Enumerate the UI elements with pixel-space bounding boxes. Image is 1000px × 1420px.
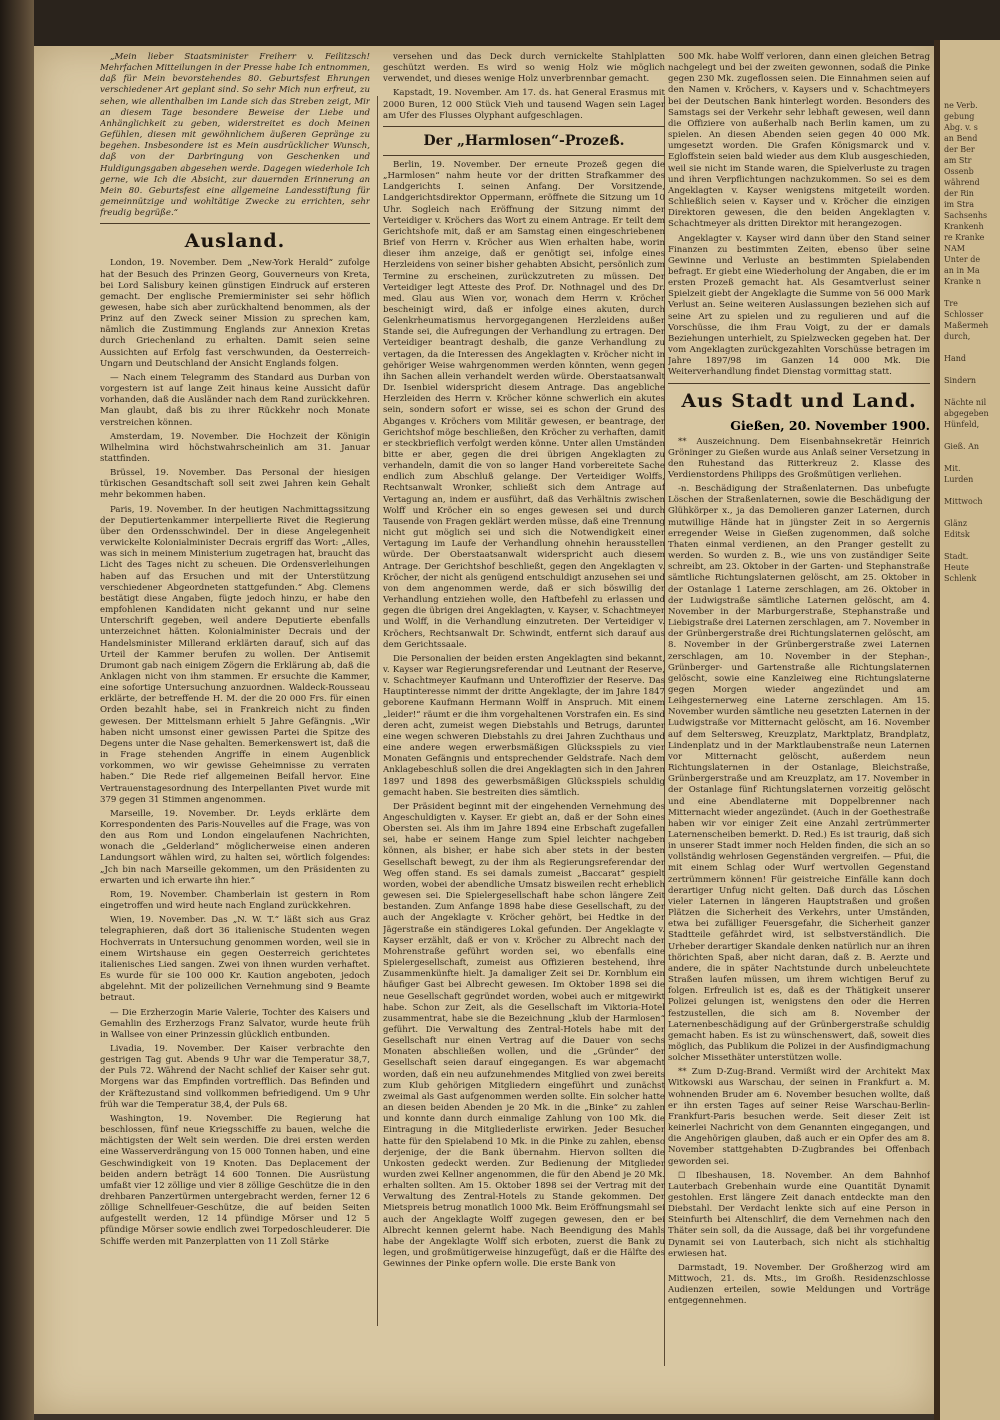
ausland-articles [100, 258, 370, 1247]
adjacent-page-edge [934, 40, 1000, 1420]
article-paragraph: Die Personalien der beiden ersten Angeklagten sind bekannt, v. Kayser war Regierungsreferendar und Leutnant der Reserve, v. Schachtmeyer Kaufmann und Unteroffizier der Reserve. Das Hauptinteresse nimmt der dritte Angeklagte, der im Jahre 1847 geborene Kaufmann Hermann Wolff in Anspruch. Mit einem „leider!“ räumt er die ihm vorgehaltenen Vorstrafen ein. Es sind deren acht, zumeist wegen Diebstahls und Betrugs, darunter eine wegen schweren Diebstahls zu drei Jahren Zuchthaus und eine andere wegen erwerbsmäßigen Glücksspiels zu vier Monaten Gefängnis und entsprechender Geldstrafe. Nach dem Anklagebeschluß sollen die drei Angeklagten sich in den Jahren 1897 und 1898 des gewerbsmäßigen Glücksspiels schuldig gemacht haben. Sie bestreiten dies sämtlich. [383, 653, 665, 798]
section-title-ausland: Ausland. [184, 230, 286, 253]
column-rule-1 [377, 96, 378, 1326]
article-paragraph: Paris, 19. November. In der heutigen Nachmittagssitzung der Deputiertenkammer interpellierte Rivet die Regierung über den Ordensschwindel. Der in diese Angelegenheit verwickelte Kolonialminister Decrais ergriff das Wort: „Alles, was sich in meinem Ministerium zugetragen hat, braucht das Licht des Tages nicht zu scheuen. Die Ordensverleihungen haben auf das Ersuchen und mit der Unterstützung verschiedener Abgeordneten stattgefunden.“ Abg. Clemens bestätigt diese Angaben, fügte jedoch hinzu, er habe den empfohlenen Kandidaten nicht gekannt und nur seine Unterschrift gegeben, weil andere Deputierte ebenfalls unterzeichnet hätten. Kolonialminister Decrais und der Handelsminister Millerand erklärten darauf, sich auf das Urteil der Kammer berufen zu wollen. Der Antisemit Drumont gab nach einigem Zögern die Erklärung ab, daß die Anklagen nicht von ihm stammen. Er ersuchte die Kammer, eine sofortige Untersuchung anzuordnen. Waldeck-Rousseau erklärte, der betreffende H. M. der die 20 000 Frs. für einen Orden bezahlt habe, sei in Frankreich nicht zu finden gewesen. Der Mittelsmann erhielt 5 Jahre Gefängnis. „Wir haben nicht umsonst einer gewissen Partei die Spitze des Degens unter die Nase gehalten. Bemerkenswert ist, daß die in Frage stehenden Angriffe in einem Augenblick vorkommen, wo wir gewisse Geheimnisse zu verraten haben.“ Die Rede rief allgemeinen Beifall hervor. Eine Vertrauenstagesordnung des Interpellanten Pivet wurde mit 379 gegen 31 Stimmen angenommen. [100, 504, 370, 805]
article-paragraph: ☐ Ilbeshausen, 18. November. An dem Bahnhof Lauterbach Grebenhain wurde eine Quantität Dynamit gestohlen. Erst längere Zeit danach entdeckte man den Diebstahl. Der Verdacht lenkte sich auf eine Person in Steinfurth bei Altenschlirf, die dem Vernehmen nach den Thäter sein soll, da die Aussage, daß bei ihr vorgefundene Dynamit sei von Lauterbach, sich nicht als stichhaltig erwiesen hat. [668, 1170, 930, 1259]
article-paragraph: Darmstadt, 19. November. Der Großherzog wird am Mittwoch, 21. ds. Mts., im Großh. Residenzschlosse Audienzen erteilen, sowie Meldungen und Vorträge entgegennehmen. [668, 1262, 930, 1307]
article-paragraph: Amsterdam, 19. November. Die Hochzeit der Königin Wilhelmina wird höchstwahrscheinlich am 31. Januar stattfinden. [100, 431, 370, 464]
article-paragraph: ** Zum D-Zug-Brand. Vermißt wird der Architekt Max Witkowski aus Warschau, der seinen in Frankfurt a. M. wohnenden Bruder am 6. November besuchen wollte, daß er ihn ersten Tages auf seiner Reise Warschau-Berlin-Frankfurt-Paris besuchen werde. Seit dieser Zeit ist keinerlei Nachricht von dem Genannten eingegangen, und die Angehörigen glauben, daß auch er ein Opfer des am 8. November stattgehabten D-Zugbrandes bei Offenbach geworden sei. [668, 1067, 930, 1167]
scan-top-edge [0, 0, 1000, 46]
article-paragraph: Kapstadt, 19. November. Am 17. ds. hat General Erasmus mit 2000 Buren, 12 000 Stück Vieh und tausend Wagen sein Lager am Ufer des Flusses Olyphant aufgeschlagen. [383, 88, 665, 121]
article-paragraph: Berlin, 19. November. Der erneute Prozeß gegen die „Harmlosen“ nahm heute vor der dritten Strafkammer des Landgerichts I. seinen Anfang. Der Vorsitzende, Landgerichtsdirektor Oppermann, eröffnete die Sitzung um 10 Uhr. Sogleich nach Eröffnung der Sitzung nimmt der Verteidiger v. Kröchers das Wort zu einem Antrage. Er teilt dem Gerichtshofe mit, daß er am Samstag einen eingeschriebenen Brief von Herrn v. Kröcher aus Wien erhalten habe, worin dieser ihm anzeige, daß er genötigt sei, infolge eines Herzleidens von seiner bisher gehabten Absicht, persönlich zum Termine zu erscheinen, zurückzutreten zu müssen. Der Verteidiger legt Atteste des Prof. Dr. Nothnagel und des Dr. med. Glau aus Wien vor, wonach dem Herrn v. Kröcher bescheinigt wird, daß er infolge eines akuten, durch Gelenkrheumatismus hervorgegangenen Herzleidens außer Stande sei, die Aufregungen der Verhandlung zu ertragen. Der Verteidiger beantragt deshalb, die ganze Verhandlung zu vertagen, da die Interessen des Angeklagten v. Kröcher nicht in gehöriger Weise wahrgenommen werden könnten, wenn gegen ihn Sachen allein verhandelt werden würde. Oberstaatsanwalt Dr. Isenbiel widerspricht diesem Antrage. Das angebliche Herzleiden des Herrn v. Kröcher könne schwerlich ein akutes sein, sondern sofort er wisse, sei es schon der Grund des Abganges v. Kröchers vom Militär gewesen, er beantrage, der Gerichtshof möge beschließen, den Kröcher zu verhaften, damit er steckbrieflich verfolgt werden könne. Unter allen Umständen bitte er aber, gegen die drei übrigen Angeklagten zu verhandeln, damit die von so langer Hand vorbereitete Sache endlich zum Abschluß gelange. Der Verteidiger Wolffs, Rechtsanwalt Wronker, schließt sich dem Antrage auf Vertagung an, indem er ausführt, daß das Verhältnis zwischen Wolff und Kröcher ein so enges gewesen sei und durch Tausende von Fragen geklärt werden müsse, daß eine Trennung nicht gut möglich sei und sich die Notwendigkeit einer Vertagung im Laufe der Verhandlung ohnehin herausstellen würde. Der Oberstaatsanwalt widerspricht auch diesem Antrage. Der Gerichtshof beschließt, gegen den Angeklagten v. Kröcher, der nicht als genügend entschuldigt anzusehen sei und von dem angenommen werde, daß er sich böswillig der Verhandlung entziehen wolle, den Haftbefehl zu erlassen und gegen die übrigen drei Angeklagten, v. Kayser, v. Schachtmeyer und Wolff, in die Verhandlung einzutreten. Der Verteidiger v. Kröchers, Rechtsanwalt Dr. Schwindt, entfernt sich darauf aus dem Gerichtssaale. [383, 159, 665, 650]
article-paragraph: — Die Erzherzogin Marie Valerie, Tochter des Kaisers und Gemahlin des Erzherzogs Franz Salvator, wurde heute früh in Wallsee von einer Prinzessin glücklich entbunden. [100, 1007, 370, 1040]
column-2 [383, 52, 665, 1372]
article-paragraph: Angeklagter v. Kayser wird dann über den Stand seiner Finanzen zu bestimmten Zeiten, ebenso über seine Gewinne und Verluste an bestimmten Spielabenden befragt. Er giebt eine Wiederholung der Angaben, die er im ersten Prozeß gemacht hat. Als Gesamtverlust seiner Spielzeit giebt der Angeklagte die Summe von 56 000 Mark Verlust an. Seine weiteren Auslassungen beziehen sich auf seine Art zu spielen und zu regulieren und auf die Vorschüsse, die ihm Frau Voigt, zu der er damals Beziehungen unterhielt, zu Spielzwecken gegeben hat. Der vom Angeklagten zurückgezahlten Vorschüsse betragen im Jahre 1897/98 im Ganzen 14 000 Mk. Die Weiterverhandlung findet Dienstag vormittag statt. [668, 233, 930, 378]
section-title-stadt-und-land: Aus Stadt und Land. [681, 389, 917, 412]
article-paragraph: Washington, 19. November. Die Regierung hat beschlossen, fünf neue Kriegsschiffe zu bauen, welche die mächtigsten der Welt sein werden. Die drei ersten werden eine Wasserverdrängung von 15 000 Tonnen haben, und eine Geschwindigkeit von 19 Knoten. Das Deplacement der beiden andern beträgt 14 600 Tonnen. Die Ausrüstung umfaßt vier 12 zöllige und vier 8 zöllige Geschütze die in den drehbaren Panzertürmen untergebracht werden, ferner 12 6 zöllige Schnellfeuer-Geschütze, die auf beiden Seiten aufgestellt werden, 12 14 pfündige Mörser und 12 5 pfündige Mörser sowie endlich zwei Torpedoschleuderer. Die Schiffe werden mit Panzerplatten von 11 Zoll Stärke [100, 1113, 370, 1247]
dateline: Gießen, 20. November 1900. [730, 417, 930, 433]
article-paragraph: Wien, 19. November. Das „N. W. T.“ läßt sich aus Graz telegraphieren, daß dort 36 italienische Studenten wegen Hochverrats in Untersuchung genommen worden, weil sie in einem Wirtshause ein gegen Oesterreich gerichtetes italienisches Lied sangen. Zwei von ihnen wurden verhaftet. Es wurde für sie 100 000 Kr. Kaution angeboten, jedoch abgelehnt. Mit der polizeilichen Vernehmung sind 9 Beamte betraut. [100, 915, 370, 1004]
article-paragraph: London, 19. November. Dem „New-York Herald“ zufolge hat der Besuch des Prinzen Georg, Gouverneurs von Kreta, bei Lord Salisbury keinen günstigen Eindruck auf ersteren gemacht. Der englische Premierminister sei sehr höflich gewesen, habe sich aber zurückhaltend benommen, als der Prinz auf den Zweck seiner Mission zu sprechen kam, nämlich die Zustimmung Englands zur Annexion Kretas durch Griechenland zu erhalten. Damit seien seine Aussichten auf Erfolg fast verschwunden, da Oesterreich-Ungarn und Deutschland der Ansicht Englands folgen. [100, 258, 370, 369]
article-continuation: versehen und das Deck durch vernickelte Stahlplatten geschützt werden. Es wird so wenig Holz wie möglich verwendet, und dieses wenige Holz unverbrennbar gemacht. [383, 52, 665, 85]
column-3 [668, 52, 930, 1372]
column-1 [100, 52, 370, 1352]
article-paragraph: 500 Mk. habe Wolff verloren, dann einen gleichen Betrag nachgelegt und bei der zweiten gewonnen, sodaß die Pinke gegen 230 Mk. zugeflossen seien. Die Einnahmen seien auf den Namen v. Kröchers, v. Kaysers und v. Schachtmeyers bei der Deutschen Bank hinterlegt worden. Besonders des Samstags sei der Verkehr sehr lebhaft gewesen, weil dann die Offiziere von außerhalb nach Berlin kamen, um zu spielen. An diesen Abenden seien gegen 40 000 Mk. umgesetzt worden. Die Grafen Königsmarck und v. Egloffstein seien bald wieder aus dem Klub ausgeschieden, weil sie nicht im Stande waren, die Spielverluste zu tragen und ihren Verpflichtungen nachzukommen. So sei es dem Angeklagten v. Kayser wenigstens mitgeteilt worden. Schließlich seien v. Kayser und v. Kröcher die einzigen Direktoren gewesen, die den beiden Angeklagten v. Schachtmeyer als dritten Direktor mit herangezogen. [668, 52, 930, 230]
article-paragraph: -n. Beschädigung der Straßenlaternen. Das unbefugte Löschen der Straßenlaternen, sowie die Beschädigung der Glühkörper x., ja das Demolieren ganzer Laternen, durch mutwillige Hände hat in jüngster Zeit in so Aergernis erregender Weise in Gießen zugenommen, daß solche Thaten einmal verdienen, an den Pranger gestellt zu werden. So wurden z. B., wie uns von zuständiger Seite schreibt, am 23. Oktober in der Garten- und Stephanstraße sämtliche Richtungslaternen gelöscht, am 25. Oktober in der Ostanlage 1 Laterne zerschlagen, am 26. Oktober in der Ludwigstraße sämtliche Laternen gelöscht, am 4. November in der Marburgerstraße, Stephanstraße und Liebigstraße drei Laternen zerschlagen, am 7. November in der Grünbergerstraße drei Richtungslaternen gelöscht, am 8. November in der Grünbergerstraße zwei Laternen zerschlagen, am 10. November in der Stephan-, Grünberger- und Gartenstraße alle Richtungslaternen gelöscht, sowie eine Kanzleiweg eine Richtungslaterne gegen Morgen wieder angezündet und am Leihgesternerweg eine Laterne zerschlagen. Am 15. November wurden sämtliche neu gesetzten Laternen in der Ludwigstraße vor Mitternacht gelöscht, am 16. November auf dem Seltersweg, Kreuzplatz, Marktplatz, Brandplatz, Lindenplatz und in der Marktlaubenstraße neun Laternen vor Mitternacht gelöscht, außerdem neun Richtungslaternen in der Ostanlage, Bleichstraße, Grünbergerstraße und am Kreuzplatz, am 17. November in der Ostanlage fünf Richtungslaternen vorzeitig gelöscht und eine Abendlaterne mit Doppelbrenner nach Mitternacht wieder angezündet. (Auch in der Goethestraße haben wir vor einiger Zeit eine Anzahl zertrümmerter Laternenscheiben bemerkt. D. Red.) Es ist traurig, daß sich in unserer Stadt immer noch Helden finden, die sich an so vollständig wehrlosen Gegenständen vergreifen. — Pfui, die mit einem Schlag oder Wurf wertvollen Gegenstand zertrümmern können! Für geistreiche Einfälle kann doch derartiger Unfug nicht gelten. Daß durch das Löschen vieler Laternen in längeren Hauptstraßen und großen Plätzen die Sicherheit des Verkehrs, unter Umständen, etwa bei zufälliger Feuersgefahr, die Sicherheit ganzer Stadtteile gefährdet wird, ist selbstverständlich. Die Urheber derartiger Skandale denken natürlich nur an ihren thörichten Spaß, aber nicht daran, daß z. B. Aerzte und andere, die in später Nachtstunde durch unbeleuchtete Straßen laufen müssen, um ihrem wichtigen Beruf zu folgen. Erfreulich ist es, daß es der Thätigkeit unserer Polizei gelungen ist, wenigstens den oder die Herren festzustellen, die sich am 8. November der Laternenbeschädigung auf der Grünbergerstraße schuldig gemacht haben. Es ist zu wünschenswert, daß, soweit dies möglich, das Publikum die Polizei in der Ausfindigmachung solcher Missethäter unterstützen wolle. [668, 484, 930, 1064]
article-paragraph: ** Auszeichnung. Dem Eisenbahnsekretär Heinrich Gröninger zu Gießen wurde aus Anlaß seiner Versetzung in den Ruhestand das Ritterkreuz 2. Klasse des Verdienstordens Philipps des Großmütigen verliehen. [668, 436, 930, 480]
section-divider [100, 223, 370, 224]
article-paragraph: Brüssel, 19. November. Das Personal der hiesigen türkischen Gesandtschaft soll seit zwei Jahren kein Gehalt mehr bekommen haben. [100, 468, 370, 501]
section-divider [668, 383, 930, 384]
article-paragraph: Livadia, 19. November. Der Kaiser verbrachte den gestrigen Tag gut. Abends 9 Uhr war die Temperatur 38,7, der Puls 72. Während der Nacht schlief der Kaiser sehr gut. Morgens war das Empfinden vortrefflich. Das Befinden und der Kräftezustand sind vollkommen befriedigend. Um 9 Uhr früh war die Temperatur 38,4, der Puls 68. [100, 1043, 370, 1110]
article-paragraph: Rom, 19. November. Chamberlain ist gestern in Rom eingetroffen und wird heute nach England zurückkehren. [100, 889, 370, 912]
section-divider [383, 155, 665, 156]
article-paragraph: Marseille, 19. November. Dr. Leyds erklärte dem Korrespondenten des Paris-Nouvelles auf die Frage, was von den aus Rom und London eingelaufenen Nachrichten, wonach die „Gelderland“ möglicherweise einen anderen Landungsort wählen wird, zu halten sei, wörtlich folgendes: „Jch bin nach Marseille gekommen, um den Präsidenten zu erwarten und ich erwarte ihn hier.“ [100, 808, 370, 886]
book-binding [0, 0, 34, 1420]
article-paragraph: — Nach einem Telegramm des Standard aus Durban von vorgestern ist auf lange Zeit hinaus keine Aussicht dafür vorhanden, daß die Ausländer nach dem Rand zurückkehren. Man glaubt, daß bis zu ihrer Rückkehr noch Monate verstreichen können. [100, 372, 370, 428]
king-letter-quote: „Mein lieber Staatsminister Freiherr v. Feilitzsch! Mehrfachen Mitteilungen in der Presse habe Ich entnommen, daß für Mein bevorstehendes 80. Geburtsfest Ehrungen verschiedener Art geplant sind. So sehr Mich nun erfreut, zu sehen, wie allenthalben im Lande sich das Streben zeigt, Mir an diesem Tage besondere Beweise der Liebe und Anhänglichkeit zu geben, widerstreitet es doch Meinen Gefühlen, diesen mit gewöhnlichem äußeren Gepränge zu begehen. Insbesondere ist es Mein ausdrücklicher Wunsch, daß von der Darbringung von Geschenken und Huldigungsgaben abgesehen werde. Dagegen wiederhole Ich gerne, wie Ich die Absicht, zur dauernden Erinnerung an Mein 80. Geburtsfest eine allgemeine Landesstiftung für gemeinnützige und wohltätige Zwecke zu errichten, sehr freudig begrüße.“ [100, 52, 370, 219]
section-divider [383, 126, 665, 127]
adjacent-page-text: ne Verb. gebung Abg. v. s an Bend der Ber am Str Ossenb während der Rin im Stra Sachsenhs Krankenh re Kranke NAM Unter de an in Ma Kranke n Tre Schlosser Maßermeh durch, Hand Sindern Nächte nil abgegeben Hünfeld, Gieß. An Mit. Lurden Mittwoch Glänz Editsk Stadt. Heute Schlenk [944, 101, 989, 583]
section-title-harmlosen: Der „Harmlosen“-Prozeß. [423, 132, 625, 149]
article-paragraph: Der Präsident beginnt mit der eingehenden Vernehmung des Angeschuldigten v. Kayser. Er giebt an, daß er der Sohn eines Obersten sei. Als ihm im Jahre 1894 eine Erbschaft zugefallen sei, habe er seinem Hange zum Spiel leichter nachgeben können, als bisher, er habe sich aber stets in der besten Gesellschaft bewegt, zu der ihm als Regierungsreferendar der Weg offen stand. Es sei damals zumeist „Baccarat“ gespielt worden, wobei der abendliche Umsatz bisweilen recht erheblich gewesen sei. Die Spielergesellschaft habe schon längere Zeit bestanden. Zum Anfange 1898 habe diese Gesellschaft, zu der auch der Angeklagte v. Kröcher gehört, bei Hedtke in der Jägerstraße ein ständigeres Lokal gefunden. Der Angeklagte v. Kayser erzählt, daß er von v. Kröcher zu Albrecht nach der Mohrenstraße geführt worden sei, wo ebenfalls eine Spielergesellschaft, zumeist aus Offizieren bestehend, ihre Zusammenkünfte hielt. Ja damaliger Zeit sei Dr. Kornblum ein häufiger Gast bei Albrecht gewesen. Im Oktober 1898 sei die neue Gesellschaft gegründet worden, wobei auch er mitgewirkt habe. Schon zur Zeit, als die Gesellschaft im Viktoria-Hotel zusammentrat, habe sie die Bezeichnung „klub der Harmlosen“ geführt. Die Verwaltung des Zentral-Hotels habe mit der Gesellschaft nur einen Vertrag auf die Dauer von sechs Monaten abschließen wollen, und die „Gründer“ der Gesellschaft seien darauf eingegangen. Es war abgemacht worden, daß ein neu aufzunehmendes Mitglied von zwei bereits zum Klub gehörigen Mitgliedern eingeführt und zunächst zweimal als Gast aufgenommen werden sollte. Ein solcher hatte an diesen beiden Abenden je 20 Mk. in die „Binke“ zu zahlen und konnte dann durch einmalige Zahlung von 100 Mk. die Eintragung in die Mitgliederliste erwirken. Jeder Besucher hatte für den Spielabend 10 Mk. in die Pinke zu zahlen, ebenso derjenige, der die Bank übernahm. Hiervon sollten die Unkosten gedeckt werden. Zur Bedienung der Mitglieder wurden zwei Kellner angenommen, die für den Abend je 20 Mk. erhalten sollten. Am 15. Oktober 1898 sei der Vertrag mit der Verwaltung des Zentral-Hotels zu Stande gekommen. Der Mietspreis betrug monatlich 1000 Mk. Beim Eröffnungsmahl sei auch der Angeklagte Wolff zugegen gewesen, den er bei Albrecht kennen gelernt habe. Nach Beendigung des Mahls habe der Angeklagte Wolff sich erboten, zuerst die Bank zu legen, und großmütigerweise hinzugefügt, daß er die Hälfte des Gewinnes der Pinke opfern wolle. Die erste Bank von [383, 801, 665, 1270]
